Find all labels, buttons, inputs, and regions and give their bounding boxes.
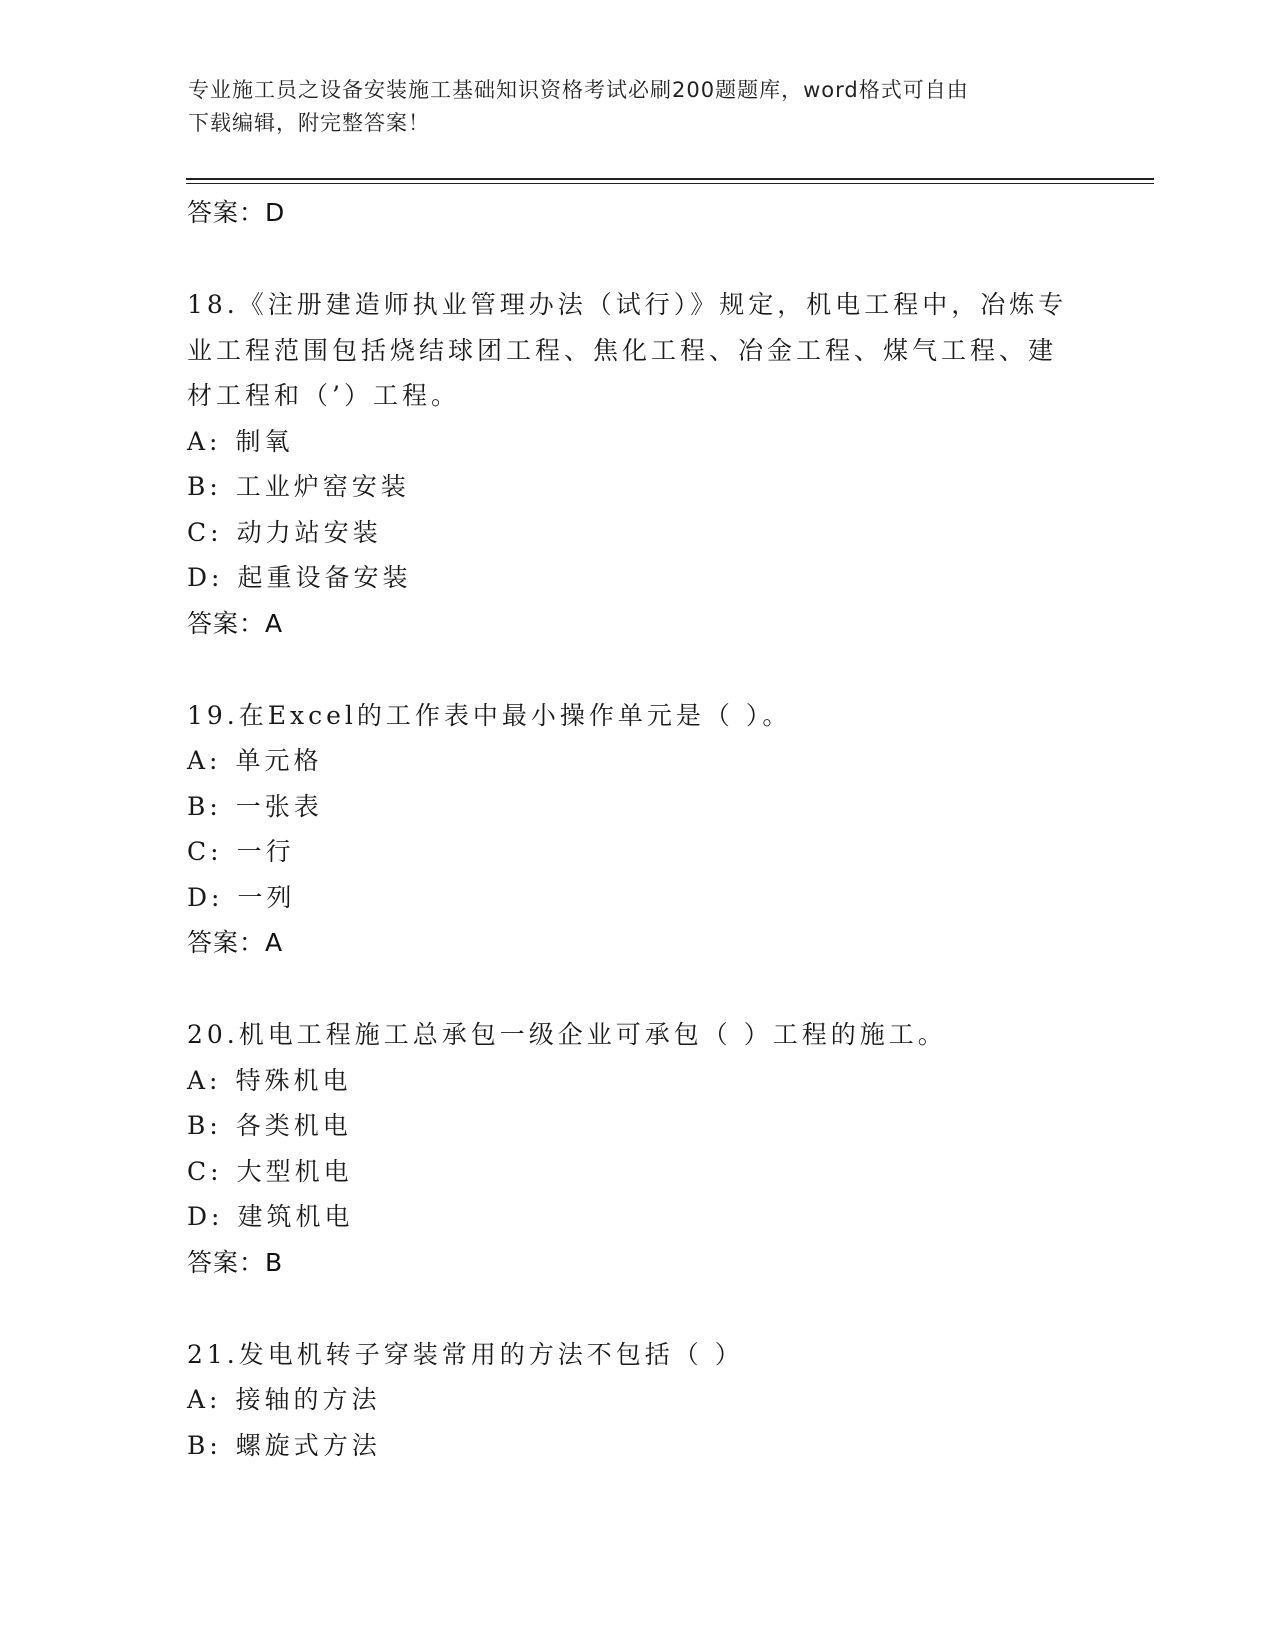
option-a: A: 接轴的方法 xyxy=(187,1385,381,1414)
question-21 xyxy=(187,1332,1087,1469)
question-text xyxy=(187,282,1087,419)
option-b: B: 一张表 xyxy=(187,791,323,821)
option-c: C: 动力站安装 xyxy=(187,517,382,547)
option-b: B: 螺旋式方法 xyxy=(187,1430,381,1460)
option-d: D: 一列 xyxy=(187,882,296,912)
answer-line: 答案：A xyxy=(187,928,284,957)
answer-line: 答案：B xyxy=(187,1247,284,1277)
answer-line: 答案：A xyxy=(187,608,284,638)
header-rule-thick xyxy=(186,178,1154,180)
question-19 xyxy=(187,693,1087,967)
option-d: D: 建筑机电 xyxy=(187,1202,354,1231)
question-text-line: 18.《注册建造师执业管理办法（试行）》规定，机电工程中，冶炼专 xyxy=(187,290,1068,319)
option-c: C: 大型机电 xyxy=(187,1156,353,1186)
question-text xyxy=(187,1012,1087,1058)
option-b: B: 各类机电 xyxy=(187,1111,352,1140)
option-c: C: 一行 xyxy=(187,837,295,866)
header-rule-thin xyxy=(186,183,1154,184)
question-text xyxy=(187,1332,1087,1378)
header-line-2: 下载编辑，附完整答案！ xyxy=(188,111,430,135)
header-line-1: 专业施工员之设备安装施工基础知识资格考试必刷200题题库，word格式可自由 xyxy=(188,78,969,102)
option-a: A: 特殊机电 xyxy=(187,1065,352,1095)
question-text-line: 20.机电工程施工总承包一级企业可承包（ ）工程的施工。 xyxy=(187,1020,947,1049)
question-list xyxy=(187,190,1087,1468)
option-a: A: 制氧 xyxy=(187,426,294,456)
question-text-line: 21.发电机转子穿装常用的方法不包括（ ） xyxy=(187,1339,744,1369)
page-header xyxy=(188,74,1068,140)
question-20 xyxy=(187,1012,1087,1286)
question-text-line: 19.在Excel的工作表中最小操作单元是（ ）。 xyxy=(187,700,792,730)
option-d: D: 起重设备安装 xyxy=(187,563,412,592)
question-text xyxy=(187,693,1087,739)
option-a: A: 单元格 xyxy=(187,746,323,775)
answer-line: 答案：D xyxy=(187,198,286,227)
question-text-line: 业工程范围包括烧结球团工程、焦化工程、冶金工程、煤气工程、建 xyxy=(187,335,1058,365)
question-18 xyxy=(187,282,1087,647)
question-text-line: 材工程和（’）工程。 xyxy=(187,381,460,410)
option-b: B: 工业炉窑安装 xyxy=(187,472,410,501)
